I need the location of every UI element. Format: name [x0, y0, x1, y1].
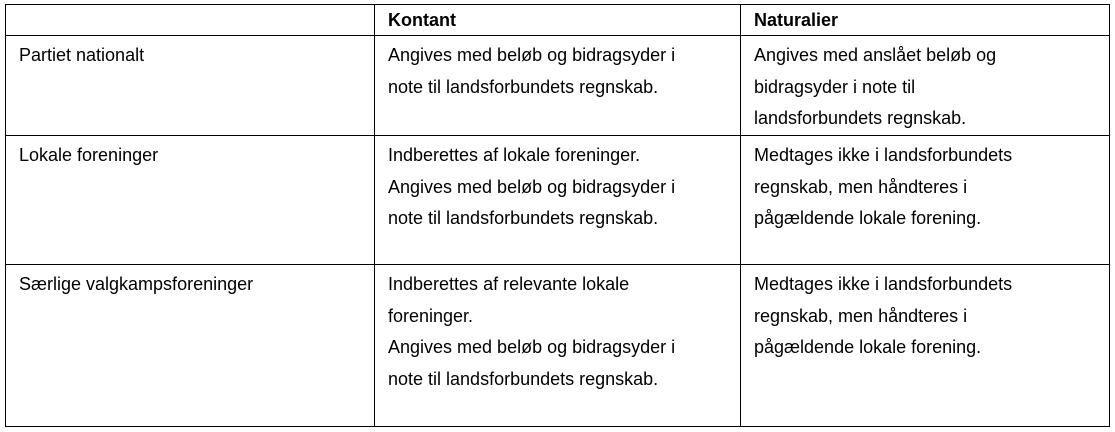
cell-line: regnskab, men håndteres i: [754, 176, 968, 197]
cell-line: Indberettes af relevante lokale: [388, 274, 630, 294]
header-naturalier: Naturalier: [741, 5, 1110, 36]
cell-line: Medtages ikke i landsforbundets: [754, 274, 1013, 294]
cell-line: Indberettes af lokale foreninger.: [388, 145, 641, 165]
cell-line: bidragsyder i note til: [754, 76, 916, 97]
table-row: [6, 36, 1110, 136]
header-row: [6, 5, 1110, 36]
cell-kontant: [375, 36, 741, 136]
cell-line: note til landsforbundets regnskab.: [388, 208, 659, 228]
header-kontant: Kontant: [375, 5, 741, 36]
cell-kontant: [375, 265, 741, 427]
row-label: Særlige valgkampsforeninger: [6, 265, 375, 427]
cell-line: pågældende lokale forening.: [754, 337, 982, 357]
cell-naturalier: [741, 265, 1110, 427]
cell-line: note til landsforbundets regnskab.: [388, 76, 659, 97]
cell-line: Angives med anslået beløb og: [754, 45, 997, 65]
contributions-table: [5, 4, 1110, 427]
cell-line: landsforbundets regnskab.: [754, 108, 967, 128]
row-label: Partiet nationalt: [6, 36, 375, 136]
cell-naturalier: [741, 36, 1110, 136]
table-row: [6, 136, 1110, 265]
cell-line: pågældende lokale forening.: [754, 208, 982, 228]
cell-line: note til landsforbundets regnskab.: [388, 368, 659, 389]
cell-line: foreninger.: [388, 305, 474, 326]
header-empty: [6, 5, 375, 36]
cell-line: Angives med beløb og bidragsyder i: [388, 45, 676, 65]
table-row: [6, 265, 1110, 427]
cell-line: Angives med beløb og bidragsyder i: [388, 337, 676, 357]
cell-line: regnskab, men håndteres i: [754, 305, 968, 326]
cell-kontant: [375, 136, 741, 265]
cell-naturalier: [741, 136, 1110, 265]
cell-line: Medtages ikke i landsforbundets: [754, 145, 1013, 165]
row-label: Lokale foreninger: [6, 136, 375, 265]
cell-line: Angives med beløb og bidragsyder i: [388, 176, 676, 197]
